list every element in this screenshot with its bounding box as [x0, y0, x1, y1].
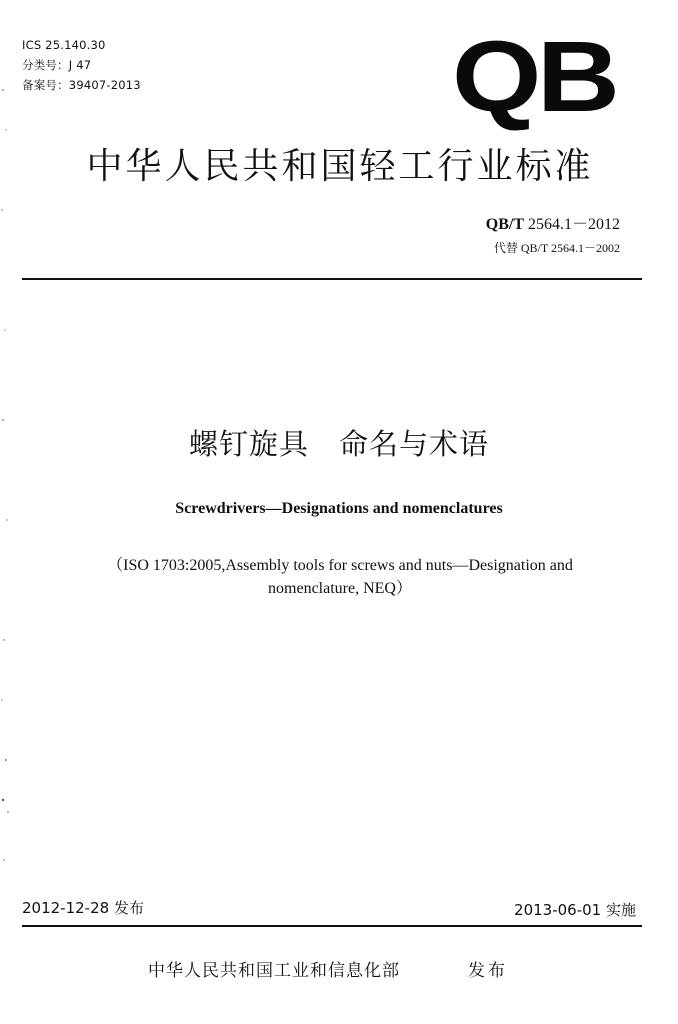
- qb-logo: QB: [452, 21, 616, 133]
- ics-code: ICS 25.140.30: [22, 38, 106, 52]
- iso-reference-line-1: （ISO 1703:2005,Assembly tools for screws and nuts—Designation and: [107, 557, 573, 574]
- issuing-authority: 中华人民共和国工业和信息化部: [148, 961, 400, 981]
- issuing-label: 发布: [468, 961, 508, 981]
- record-number: 备案号：39407-2013: [22, 78, 141, 92]
- iso-reference: [70, 554, 610, 600]
- standard-prefix: QB/T: [485, 216, 524, 233]
- top-divider: [22, 278, 642, 280]
- implementation-date: 2013-06-01 实施: [514, 901, 636, 919]
- document-title-cn: 螺钉旋具 命名与术语: [188, 427, 489, 461]
- standard-category-title: 中华人民共和国轻工行业标准: [86, 146, 594, 187]
- bottom-divider: [22, 925, 642, 927]
- replaces-standard: 代替 QB/T 2564.1－2002: [493, 241, 620, 255]
- document-title-en: Screwdrivers—Designations and nomenclatures: [175, 500, 503, 517]
- standard-number: [486, 215, 620, 235]
- standard-number-value: 2564.1－2012: [527, 216, 620, 233]
- iso-reference-line-2: nomenclature, NEQ）: [268, 580, 412, 597]
- classification-code: 分类号：J 47: [22, 58, 92, 72]
- issue-date: 2012-12-28 发布: [22, 899, 144, 917]
